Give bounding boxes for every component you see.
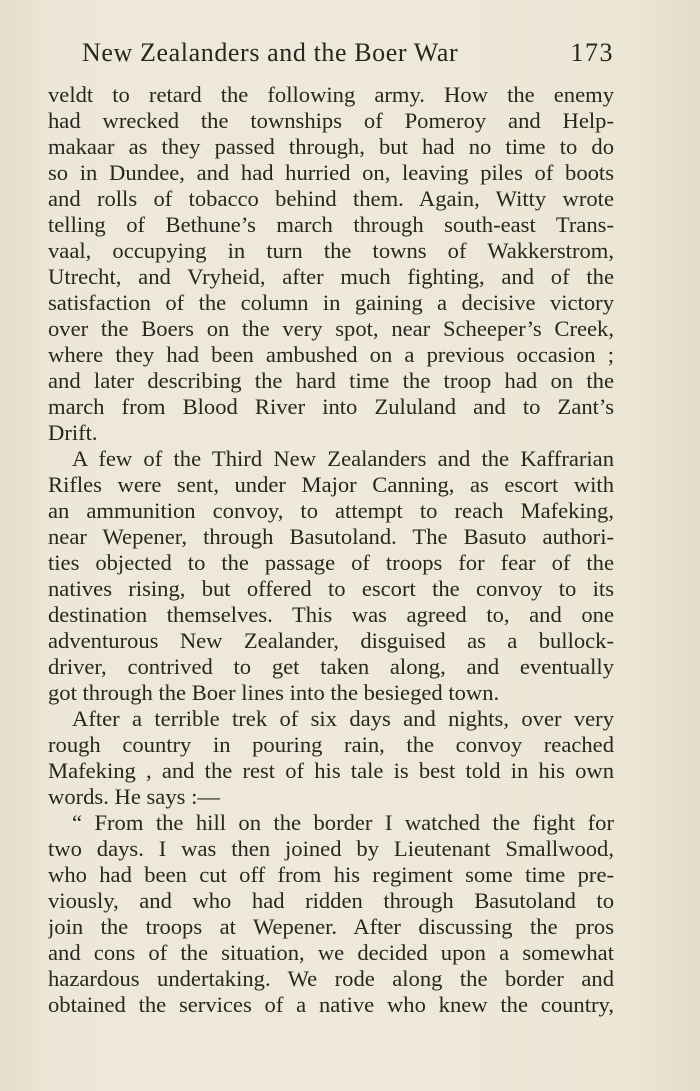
text-line: obtained the services of a native who knew the country, <box>48 992 614 1017</box>
text-line: rough country in pouring rain, the convoy reached <box>48 732 614 757</box>
text-line: veldt to retard the following army. How the enemy <box>48 82 614 107</box>
text-line: After a terrible trek of six days and nights, over very <box>72 706 614 731</box>
paragraph <box>48 82 614 446</box>
paragraph <box>48 706 614 810</box>
text-line: vaal, occupying in turn the towns of Wakkerstrom, <box>48 238 614 263</box>
text-line: makaar as they passed through, but had no time to do <box>48 134 614 159</box>
text-line: “ From the hill on the border I watched the fight for <box>72 810 614 835</box>
text-line: near Wepener, through Basutoland. The Basuto authori- <box>48 524 614 549</box>
text-line: viously, and who had ridden through Basutoland to <box>48 888 614 913</box>
text-line: words. He says :— <box>48 784 220 809</box>
text-line: and later describing the hard time the troop had on the <box>48 368 614 393</box>
text-line: march from Blood River into Zululand and to Zant’s <box>48 394 614 419</box>
body-text <box>48 82 614 1018</box>
text-line: join the troops at Wepener. After discussing the pros <box>48 914 614 939</box>
text-line: two days. I was then joined by Lieutenant Smallwood, <box>48 836 614 861</box>
text-line: had wrecked the townships of Pomeroy and Help- <box>48 108 614 133</box>
paragraph <box>48 446 614 706</box>
text-line: Drift. <box>48 420 98 445</box>
text-line: Utrecht, and Vryheid, after much fighting, and of the <box>48 264 614 289</box>
paragraph <box>48 810 614 1018</box>
text-line: and cons of the situation, we decided upon a somewhat <box>48 940 614 965</box>
text-line: destination themselves. This was agreed to, and one <box>48 602 614 627</box>
text-line: adventurous New Zealander, disguised as a bullock- <box>48 628 614 653</box>
text-line: telling of Bethune’s march through south-east Trans- <box>48 212 614 237</box>
running-head <box>48 36 614 80</box>
text-line: who had been cut off from his regiment some time pre- <box>48 862 614 887</box>
text-line: an ammunition convoy, to attempt to reach Mafeking, <box>48 498 614 523</box>
text-line: Mafeking , and the rest of his tale is best told in his own <box>48 758 614 783</box>
text-line: over the Boers on the very spot, near Scheeper’s Creek, <box>48 316 614 341</box>
book-page <box>48 36 614 1018</box>
text-line: where they had been ambushed on a previous occasion ; <box>48 342 614 367</box>
text-line: so in Dundee, and had hurried on, leaving piles of boots <box>48 160 614 185</box>
text-line: satisfaction of the column in gaining a decisive victory <box>48 290 614 315</box>
text-line: and rolls of tobacco behind them. Again, Witty wrote <box>48 186 614 211</box>
text-line: natives rising, but offered to escort the convoy to its <box>48 576 614 601</box>
text-line: hazardous undertaking. We rode along the border and <box>48 966 614 991</box>
text-line: ties objected to the passage of troops for fear of the <box>48 550 614 575</box>
text-line: got through the Boer lines into the besieged town. <box>48 680 500 705</box>
text-line: A few of the Third New Zealanders and the Kaffrarian <box>72 446 614 471</box>
text-line: driver, contrived to get taken along, and eventually <box>48 654 614 679</box>
text-line: Rifles were sent, under Major Canning, as escort with <box>48 472 614 497</box>
page-number: 173 <box>570 38 614 67</box>
running-title: New Zealanders and the Boer War <box>82 38 459 67</box>
